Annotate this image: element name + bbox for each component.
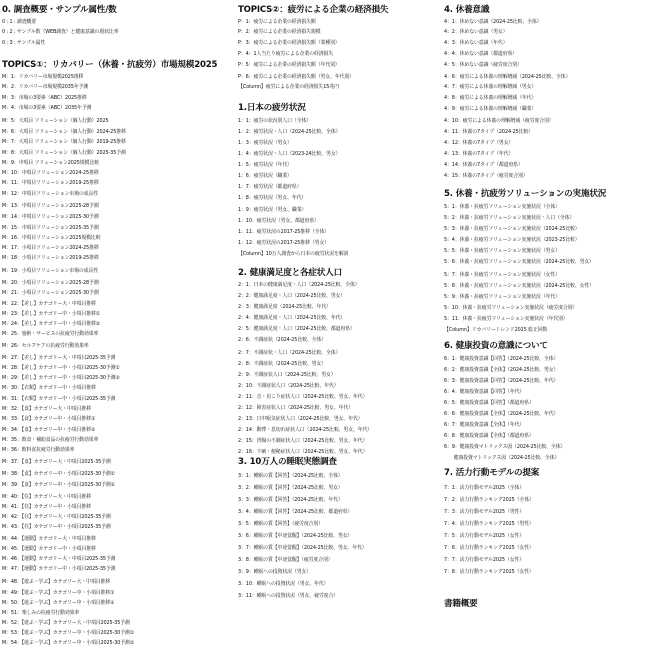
toc-item: P：5：疲労による企業の経済損失額（年代別）: [238, 62, 340, 68]
toc-item: 2：9：不調症状人口（2024-25比較、男女）: [238, 372, 336, 378]
toc-item: 7：8：活力行動ランキング2025（女性）: [444, 569, 534, 575]
toc-item: M：2：リカバリー市場規模2035年予測: [2, 84, 89, 90]
toc-item: M：24：【差し】カテゴリー中・小項目推移②: [2, 321, 101, 327]
toc-item: 0 : 2 : サンプル数（WEB調査）と健康意識の現状比率: [2, 29, 119, 35]
toc-item: M：39：【食】カテゴリー中・小項目2025-30予測②: [2, 482, 115, 488]
toc-item: 2：12：障害症状人口（2024-25比較、男女、年代）: [238, 405, 354, 411]
toc-item: 4：8：疲労による休養の理解増減（年代）: [444, 95, 537, 101]
toc-item: 5：11：休養・抗疲労ソリューション実施状況（年代別）: [444, 316, 568, 322]
toc-item: 5：3：休養・抗疲労ソリューション実施状況（2024-25比較）: [444, 226, 580, 232]
toc-item: 4：11：休養の7タイプ（2024-25比較）: [444, 129, 534, 135]
toc-item: M：12：中項目ソリューション市場の成長性: [2, 191, 99, 197]
toc-item: 2：5：健康満足度・人口（2024-25比較、都道府県）: [238, 326, 355, 332]
toc-item: 5：7：休養・抗疲労ソリューション実施状況（女性）: [444, 272, 560, 278]
toc-item: P：1：疲労による企業の経済損失額: [238, 19, 316, 25]
toc-item: M：38：【食】カテゴリー中・小項目2025-30予測①: [2, 471, 115, 477]
toc-item: M：37：【食】カテゴリー大・中項目2025-35予測: [2, 459, 111, 465]
toc-item: 6：8：健康投資意識【全体】（都道府県）: [444, 433, 534, 439]
toc-item: 【Column】リカバリートレンド2025 総正回数: [444, 327, 548, 333]
toc-item: 3：11：睡眠への投資状況（男女、疲労度合）: [238, 593, 339, 599]
toc-item: M：15：中項目ソリューション2025-35予測: [2, 225, 99, 231]
toc-item: M：10：中項目ソリューション2024-25推移: [2, 170, 99, 176]
toc-item: 4：5：休めない意識（疲労度合別）: [444, 62, 522, 68]
toc-item: 3：9：睡眠への投資状況（男女）: [238, 569, 312, 575]
section-heading: TOPICS②：疲労による企業の経済損失: [238, 5, 389, 15]
toc-item: M：32：【食】カテゴリー大・中項目推移: [2, 406, 91, 412]
toc-item: 2：11：音・肩こり症状人口（2024-25比較、男女、年代）: [238, 394, 368, 400]
toc-item: 3：4：睡眠の質【回答】（2024-25比較、都道府県）: [238, 509, 353, 515]
toc-item: P：2：疲労による企業の経済損失規模: [238, 29, 321, 35]
toc-item: M：1：リカバリー市場規模2025推移: [2, 74, 84, 80]
toc-item: M：50：【遊ぶ・学ぶ】カテゴリー中・小項目推移②: [2, 600, 115, 606]
toc-item: 4：4：休めない意識（都道府県）: [444, 51, 518, 57]
section-heading: 6. 健康投資の意識について: [444, 341, 548, 351]
toc-item: 2：3：健康満足度（2024-25比較、年代）: [238, 304, 331, 310]
toc-item: 5：2：休養・抗疲労ソリューション実施状況・人口（全体）: [444, 215, 575, 221]
toc-item: 7：4：活力行動ランキング2025（男性）: [444, 521, 534, 527]
toc-item: M：11：中項目ソリューション2019-25推移: [2, 180, 99, 186]
toc-item: 【Column】10万人調査から日本の疲労状況を解説: [238, 251, 349, 257]
toc-item: M：7：大項目 ソリューション（個人行動）2019-25推移: [2, 139, 126, 145]
toc-item: M：23：【差し】カテゴリー中・小項目推移①: [2, 311, 101, 317]
toc-item: M：44：【運動】カテゴリー大・中項目推移: [2, 536, 96, 542]
section-heading: 2. 健康満足度と各症状人口: [238, 268, 342, 278]
toc-item: M：53：【遊ぶ・学ぶ】カテゴリー中・小項目2025-30予測①: [2, 630, 135, 636]
toc-item: M：9：中項目 ソリューション2025規模比較: [2, 160, 99, 166]
toc-item: 7：7：活力行動モデル2025（女性）: [444, 557, 525, 563]
toc-item: M：49：【遊ぶ・学ぶ】カテゴリー中・小項目推移①: [2, 590, 115, 596]
toc-item: 2：4：健康満足度・人口（2024-25比較、年代）: [238, 315, 346, 321]
toc-item: 2：2：健康満足度・人口（2024-25比較、男女）: [238, 293, 346, 299]
toc-item: 5：4：休養・抗疲労ソリューション実施状況（2023-25比較）: [444, 237, 580, 243]
toc-item: M：3：市場の3要素（ABC）2025推移: [2, 95, 87, 101]
toc-item: 0 : 1 : 調査概要: [2, 19, 37, 25]
section-heading: 4. 休養意識: [444, 5, 490, 15]
toc-item: 1：7：疲労状況（都道府県）: [238, 184, 302, 190]
toc-item: 2：6：不調症状（2024-25比較、全体）: [238, 337, 327, 343]
toc-item: 5：8：休養・抗疲労ソリューション実施状況（2024-25比較、女性）: [444, 283, 594, 289]
toc-item: 2：7：不調症状・人口（2024-25比較、全体）: [238, 350, 341, 356]
toc-item: 2：14：動悸・息切れ症状人口（2024-25比較、男女、年代）: [238, 427, 373, 433]
toc-item: M：29：【差し】カテゴリー中・小項目2025-30予測②: [2, 375, 120, 381]
toc-item: 2：13：日中眠気症状人口（2024-25比較、男女、年代）: [238, 416, 363, 422]
toc-item: 3：1：睡眠の質【回答】（2024-25比較、全体）: [238, 473, 343, 479]
toc-item: 6：7：健康投資意識【全体】（年代）: [444, 422, 525, 428]
toc-item: M：25：施術・サービスの抗疲労行動効果率: [2, 331, 99, 337]
toc-item: P：6：疲労による企業の経済損失額（男女、年代別）: [238, 74, 355, 80]
toc-item: 7：3：活力行動モデル2025（男性）: [444, 509, 525, 515]
toc-item: M：36：飲料食抗疲労行動効果率: [2, 447, 75, 453]
toc-item: 2：16：下痢・便秘症状人口（2024-25比較、男女、年代）: [238, 449, 368, 455]
toc-item: 3：3：睡眠の質【回答】（2024-25比較、年代）: [238, 497, 343, 503]
toc-item: M：35：飲食・補助食品の抗疲労行動効果率: [2, 437, 99, 443]
toc-item: P：4：1人当たり疲労による企業の経済損失: [238, 51, 334, 57]
toc-item: 1：8：疲労状況（男女、年代）: [238, 195, 307, 201]
toc-item: M：28：【差し】カテゴリー中・小項目2025-30予測①: [2, 365, 120, 371]
toc-item: 1：5：疲労状況（年代）: [238, 162, 292, 168]
section-heading: 3. 10万人の睡眠実態調査: [238, 457, 337, 467]
toc-item: 0 : 3 : サンプル属性: [2, 40, 46, 46]
toc-item: 4：10：疲労による休養の理解増減（疲労度合別）: [444, 118, 554, 124]
toc-item: 5：10：休養・抗疲労ソリューション実施状況（疲労度合別）: [444, 305, 578, 311]
toc-item: 1：10：疲労状況（男女、都道府県）: [238, 218, 319, 224]
toc-item: 健康投資マトリックス図（2024-25比較、全体）: [444, 455, 560, 461]
toc-item: M：13：中項目ソリューション2025-28予測: [2, 203, 99, 209]
section-heading: TOPICS①：リカバリー（休養・抗疲労）市場規模2025: [2, 60, 218, 70]
toc-item: M：46：【運動】カテゴリー大・中項目2025-35予測: [2, 556, 116, 562]
toc-item: 1：9：疲労状況（男女、職業）: [238, 207, 307, 213]
toc-item: 4：14：休養の7タイプ（都道府県）: [444, 162, 523, 168]
toc-item: 4：12：休養の7タイプ（男女）: [444, 140, 514, 146]
toc-item: 4：2：休めない意識（男女）: [444, 29, 508, 35]
toc-item: 3：2：睡眠の質【回答】（2024-25比較、男女）: [238, 485, 343, 491]
toc-item: 2：8：不調症状（2024-25比較、男女）: [238, 361, 327, 367]
toc-item: 4：7：疲労による休養の理解増減（男女）: [444, 84, 537, 90]
toc-item: 3：10：睡眠への投資状況（男女、年代）: [238, 581, 329, 587]
toc-item: 4：1：休めない意識（2024-25比較、全体）: [444, 19, 542, 25]
toc-item: M：4：市場の3要素（ABC）2035年予測: [2, 105, 92, 111]
toc-item: 7：2：活力行動ランキング2025（全体）: [444, 497, 534, 503]
toc-item: 7：5：活力行動モデル2025（女性）: [444, 533, 525, 539]
toc-item: M：47：【運動】カテゴリー中・小項目2025-35予測: [2, 566, 116, 572]
toc-item: M：40：【住】カテゴリー大・中項目推移: [2, 494, 91, 500]
toc-item: 2：1：日本の健康満足度・人口（2024-25比較、全体）: [238, 282, 360, 288]
toc-item: M：27：【差し】カテゴリー大・中項目2025-35予測: [2, 355, 116, 361]
toc-item: 6：3：健康投資意識【回答】（2024-25比較、年代）: [444, 378, 559, 384]
toc-item: M：6：大項目 ソリューション（個人行動）2024-25推移: [2, 129, 126, 135]
toc-item: M：8：大項目 ソリューション（個人行動）2025-35予測: [2, 150, 126, 156]
toc-item: M：17：小項目ソリューション2024-25推移: [2, 245, 99, 251]
toc-item: 4：13：休養の7タイプ（年代）: [444, 151, 514, 157]
toc-item: 6：9：健康投資マトリックス図（2024-25比較、全体）: [444, 444, 566, 450]
toc-item: 6：2：健康投資意識【全体】（2024-25比較、男女）: [444, 367, 559, 373]
toc-item: 6：6：健康投資意識【全体】（2024-25比較、年代）: [444, 411, 559, 417]
toc-item: M：54：【遊ぶ・学ぶ】カテゴリー中・小項目2025-30予測②: [2, 640, 135, 646]
toc-item: M：48：【遊ぶ・学ぶ】カテゴリー大・中項目推移: [2, 579, 111, 585]
toc-item: 3：7：睡眠の質【中途覚醒】（2024-25比較、男女、年代）: [238, 545, 367, 551]
toc-item: 7：1：活力行動モデル2025（全体）: [444, 485, 525, 491]
toc-item: M：14：中項目ソリューション2025-30予測: [2, 214, 99, 220]
toc-item: 6：4：健康投資意識【回答】（年代）: [444, 389, 525, 395]
toc-item: M：45：【運動】カテゴリー中・小項目推移: [2, 546, 96, 552]
toc-item: M：34：【食】カテゴリー中・小項目推移②: [2, 427, 96, 433]
toc-item: 5：5：休養・抗疲労ソリューション実施状況（男女）: [444, 248, 560, 254]
toc-item: 5：1：休養・抗疲労ソリューション実施状況（全体）: [444, 204, 560, 210]
section-heading: 0. 調査概要・サンプル属性/数: [2, 5, 117, 15]
toc-item: M：31：【衣類】カテゴリー中・小項目2025-35予測: [2, 396, 116, 402]
toc-item: 【Column】疲労による企業の経済損失15兆円: [238, 84, 339, 90]
section-heading: 書籍概要: [444, 599, 478, 609]
section-heading: 5. 休養・抗疲労ソリューションの実施状況: [444, 189, 607, 199]
toc-item: 1：11：疲労状況の2017-25推移（全体）: [238, 229, 330, 235]
toc-item: 1：4：疲労状況・人口（2023-24比較、男女）: [238, 151, 341, 157]
toc-item: 1：12：疲労状況の2017-25推移（男女）: [238, 240, 330, 246]
toc-item: 2：10：不調症状人口（2024-25比較、年代）: [238, 383, 339, 389]
toc-item: 7：6：活力行動ランキング2025（女性）: [444, 545, 534, 551]
toc-item: P：3：疲労による企業の経済損失額（業種別）: [238, 40, 340, 46]
toc-item: 6：5：健康投資意識【回答】（都道府県）: [444, 400, 534, 406]
toc-item: 4：3：休めない意識（年代）: [444, 40, 508, 46]
toc-item: 1：6：疲労状況（職業）: [238, 173, 292, 179]
toc-item: 3：6：睡眠の質【中途覚醒】（2024-25比較、男女）: [238, 533, 353, 539]
section-heading: 7. 活力行動モデルの提案: [444, 468, 540, 478]
toc-item: M：18：小項目ソリューション2019-25推移: [2, 255, 99, 261]
toc-item: M：26：セルフケアの抗疲労行動効果率: [2, 343, 89, 349]
toc-item: 1：2：疲労状況・人口（2024-25比較、全体）: [238, 129, 341, 135]
toc-item: 3：8：睡眠の質【中途覚醒】（疲労度合別）: [238, 557, 333, 563]
toc-item: M：5：大項目 ソリューション（個人行動）2025: [2, 118, 109, 124]
toc-item: 1：1：疲労の状況別人口（全体）: [238, 118, 312, 124]
toc-item: 4：6：疲労による休養の理解増減（2024-25比較、全体）: [444, 74, 571, 80]
toc-item: 2：15：胃腸の不調症状人口（2024-25比較、男女、年代）: [238, 438, 368, 444]
toc-item: M：19：小項目ソリューション市場の成長性: [2, 268, 99, 274]
toc-item: 4：9：疲労による休養の理解増減（職業）: [444, 106, 537, 112]
toc-item: M：52：【遊ぶ・学ぶ】カテゴリー大・中項目2025-35予測: [2, 620, 130, 626]
toc-item: 5：6：休養・抗疲労ソリューション実施状況（2024-25比較、男女）: [444, 259, 594, 265]
toc-item: M：21：小項目ソリューション2025-30予測: [2, 290, 99, 296]
toc-item: M：22：【差し】カテゴリー大・中項目推移: [2, 301, 96, 307]
toc-item: M：42：【住】カテゴリー大・中項目2025-35予測: [2, 514, 111, 520]
toc-item: M：51：楽しみの抗疲労行動効果率: [2, 610, 80, 616]
toc-item: 6：1：健康投資意識【回答】（2024-25比較、全体）: [444, 356, 559, 362]
toc-item: M：16：中項目ソリューション2025規模比較: [2, 235, 101, 241]
toc-item: 3：5：睡眠の質【回答】（疲労度合別）: [238, 521, 324, 527]
toc-item: M：43：【住】カテゴリー中・小項目2025-35予測: [2, 524, 111, 530]
toc-item: M：41：【住】カテゴリー中・小項目推移: [2, 504, 91, 510]
toc-item: 1：3：疲労状況（男女）: [238, 140, 292, 146]
toc-item: 4：15：休養の7タイプ（疲労度合別）: [444, 173, 528, 179]
section-heading: 1.日本の疲労状況: [238, 103, 306, 113]
toc-item: M：33：【食】カテゴリー中・小項目推移①: [2, 416, 96, 422]
toc-item: 5：9：休養・抗疲労ソリューション実施状況（年代）: [444, 294, 560, 300]
toc-item: M：20：小項目ソリューション2025-28予測: [2, 280, 99, 286]
toc-item: M：30：【衣類】カテゴリー中・小項目推移: [2, 385, 96, 391]
